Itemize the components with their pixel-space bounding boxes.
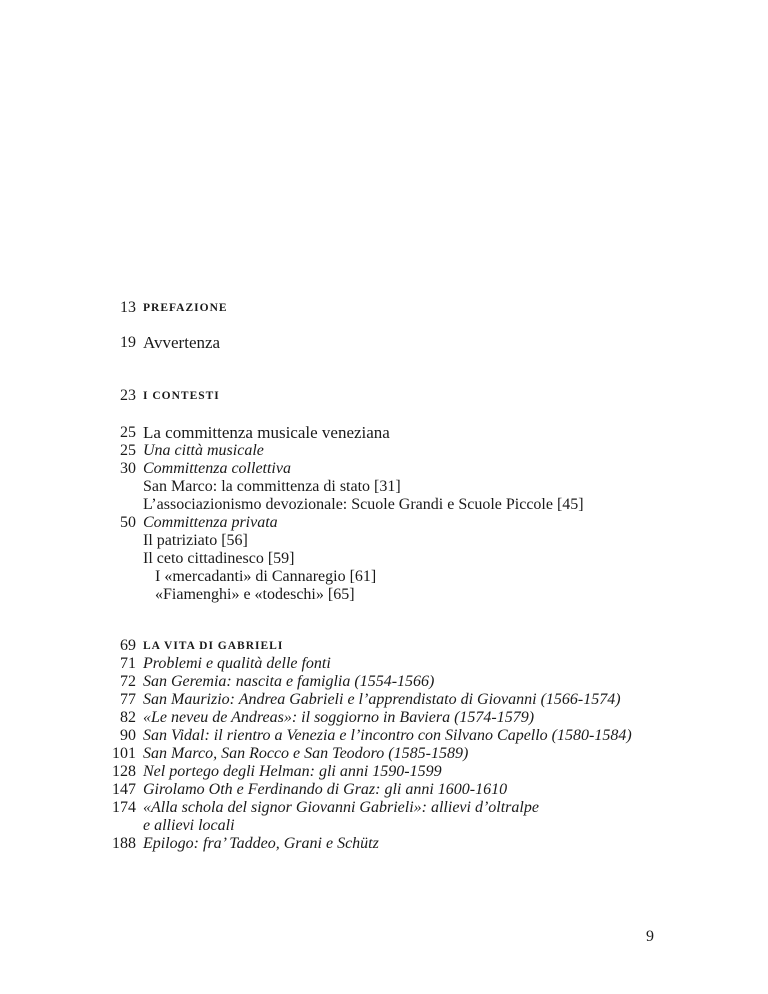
entry-title: Il ceto cittadinesco [59] <box>143 550 295 567</box>
entry-title: L’associazionismo devozionale: Scuole Grandi e Scuole Piccole [45] <box>143 496 584 513</box>
entry-title: e allievi locali <box>143 817 235 834</box>
page-ref: 30 <box>120 460 136 477</box>
page-ref: 13 <box>120 299 136 316</box>
toc-entry <box>0 655 768 673</box>
part-title: I CONTESTI <box>143 390 220 402</box>
page-number: 9 <box>646 928 654 945</box>
entry-title: Una città musicale <box>143 442 264 459</box>
page-ref: 50 <box>120 514 136 531</box>
toc-entry <box>0 673 768 691</box>
page-ref: 25 <box>120 424 136 441</box>
toc-chapter-heading <box>0 424 768 442</box>
entry-title: San Marco: la committenza di stato [31] <box>143 478 401 495</box>
section-title: PREFAZIONE <box>143 302 228 314</box>
toc-subentry <box>0 496 768 514</box>
page-ref: 188 <box>112 835 136 852</box>
entry-title: «Alla schola del signor Giovanni Gabrieli»: allievi d’oltralpe <box>143 799 539 816</box>
page-ref: 71 <box>120 655 136 672</box>
page-ref: 72 <box>120 673 136 690</box>
part-title: LA VITA DI GABRIELI <box>143 640 284 652</box>
toc-entry <box>0 709 768 727</box>
page-ref: 69 <box>120 637 136 654</box>
toc-entry-continuation <box>0 817 768 835</box>
entry-title: Committenza collettiva <box>143 460 291 477</box>
page-ref: 128 <box>112 763 136 780</box>
entry-title: Committenza privata <box>143 514 278 531</box>
entry-title: Nel portego degli Helman: gli anni 1590-1599 <box>143 763 442 780</box>
toc-entry <box>0 835 768 853</box>
toc-entry <box>0 727 768 745</box>
toc-entry-contesti <box>0 387 768 405</box>
section-title: Avvertenza <box>143 333 221 352</box>
page-ref: 82 <box>120 709 136 726</box>
toc-entry <box>0 799 768 817</box>
page-ref: 77 <box>120 691 136 708</box>
toc-entry <box>0 460 768 478</box>
page-ref: 174 <box>112 799 136 816</box>
toc-subsubentry <box>0 586 768 604</box>
entry-title: San Geremia: nascita e famiglia (1554-1566) <box>143 673 435 690</box>
entry-title: Il patriziato [56] <box>143 532 248 549</box>
toc-subsubentry <box>0 568 768 586</box>
entry-title: San Maurizio: Andrea Gabrieli e l’apprendistato di Giovanni (1566-1574) <box>143 691 621 708</box>
toc-entry <box>0 763 768 781</box>
entry-title: I «mercadanti» di Cannaregio [61] <box>155 568 377 585</box>
entry-title: Epilogo: fra’ Taddeo, Grani e Schütz <box>143 835 379 852</box>
page-ref: 23 <box>120 387 136 404</box>
toc-subentry <box>0 532 768 550</box>
toc-entry <box>0 781 768 799</box>
entry-title: «Fiamenghi» e «todeschi» [65] <box>155 586 355 603</box>
toc-entry <box>0 442 768 460</box>
entry-title: Girolamo Oth e Ferdinando di Graz: gli anni 1600-1610 <box>143 781 508 798</box>
toc-entry <box>0 745 768 763</box>
page-ref: 25 <box>120 442 136 459</box>
toc-entry-prefazione <box>0 299 768 317</box>
entry-title: San Marco, San Rocco e San Teodoro (1585-1589) <box>143 745 469 762</box>
toc-entry <box>0 514 768 532</box>
toc-subentry <box>0 550 768 568</box>
toc-part-heading <box>0 637 768 655</box>
entry-title: San Vidal: il rientro a Venezia e l’incontro con Silvano Capello (1580-1584) <box>143 727 632 744</box>
chapter-title: La committenza musicale veneziana <box>143 423 390 442</box>
toc-entry <box>0 691 768 709</box>
entry-title: Problemi e qualità delle fonti <box>143 655 331 672</box>
page-ref: 147 <box>112 781 136 798</box>
page-ref: 19 <box>120 334 136 351</box>
entry-title: «Le neveu de Andreas»: il soggiorno in Baviera (1574-1579) <box>143 709 535 726</box>
toc-entry-avvertenza <box>0 334 768 352</box>
page-ref: 90 <box>120 727 136 744</box>
toc-subentry <box>0 478 768 496</box>
page-ref: 101 <box>112 745 136 762</box>
